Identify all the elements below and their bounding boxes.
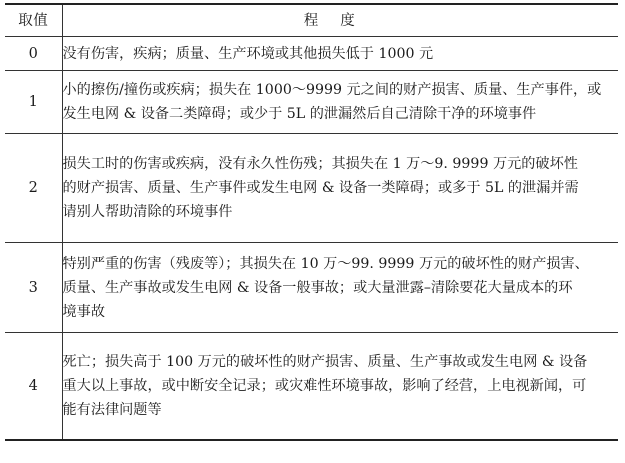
table-row — [5, 71, 618, 134]
description-line: 损失工时的伤害或疾病，没有永久性伤残；其损失在 1 万～9. 9999 万元的破坏性 — [62, 156, 578, 172]
description-line: 特别严重的伤害（残废等）；其损失在 10 万～99. 9999 万元的破坏性的财产损害、 — [62, 255, 589, 272]
description-line: 小的擦伤/撞伤或疾病；损失在 1000～9999 元之间的财产损害、质量、生产事件，或 — [62, 82, 602, 98]
header-row — [5, 4, 618, 37]
level-value: 3 — [5, 243, 62, 333]
description-line: 死亡；损失高于 100 万元的破坏性的财产损害、质量、生产事故或发生电网 & 设备 — [62, 354, 588, 370]
severity-table — [5, 3, 618, 441]
header-degree: 程度 — [62, 4, 618, 37]
description-line: 发生电网 & 设备二类障碍；或少于 5L 的泄漏然后自己清除干净的环境事件 — [62, 106, 537, 122]
description-line: 请别人帮助清除的环境事件 — [62, 204, 233, 220]
degree-description — [62, 333, 618, 441]
table-row — [5, 37, 618, 71]
level-value: 1 — [5, 71, 62, 134]
level-value: 2 — [5, 134, 62, 243]
table-row — [5, 134, 618, 243]
description-line: 重大以上事故，或中断安全记录；或灾难性环境事故，影响了经营，上电视新闻，可 — [62, 378, 587, 394]
description-line: 的财产损害、质量、生产事件或发生电网 & 设备一类障碍；或多于 5L 的泄漏并需 — [62, 180, 579, 196]
degree-description — [62, 243, 618, 333]
header-level: 取值 — [5, 4, 62, 37]
degree-description — [62, 37, 618, 71]
description-line: 质量、生产事故或发生电网 & 设备一般事故；或大量泄露–清除要花大量成本的环 — [62, 279, 573, 296]
description-line: 能有法律问题等 — [62, 402, 162, 418]
degree-description — [62, 134, 618, 243]
degree-description — [62, 71, 618, 134]
level-value: 0 — [5, 37, 62, 71]
description-line: 境事故 — [62, 303, 105, 320]
level-value: 4 — [5, 333, 62, 441]
description-line: 没有伤害，疾病；质量、生产环境或其他损失低于 1000 元 — [62, 45, 434, 62]
table-row — [5, 243, 618, 333]
table-row — [5, 333, 618, 441]
